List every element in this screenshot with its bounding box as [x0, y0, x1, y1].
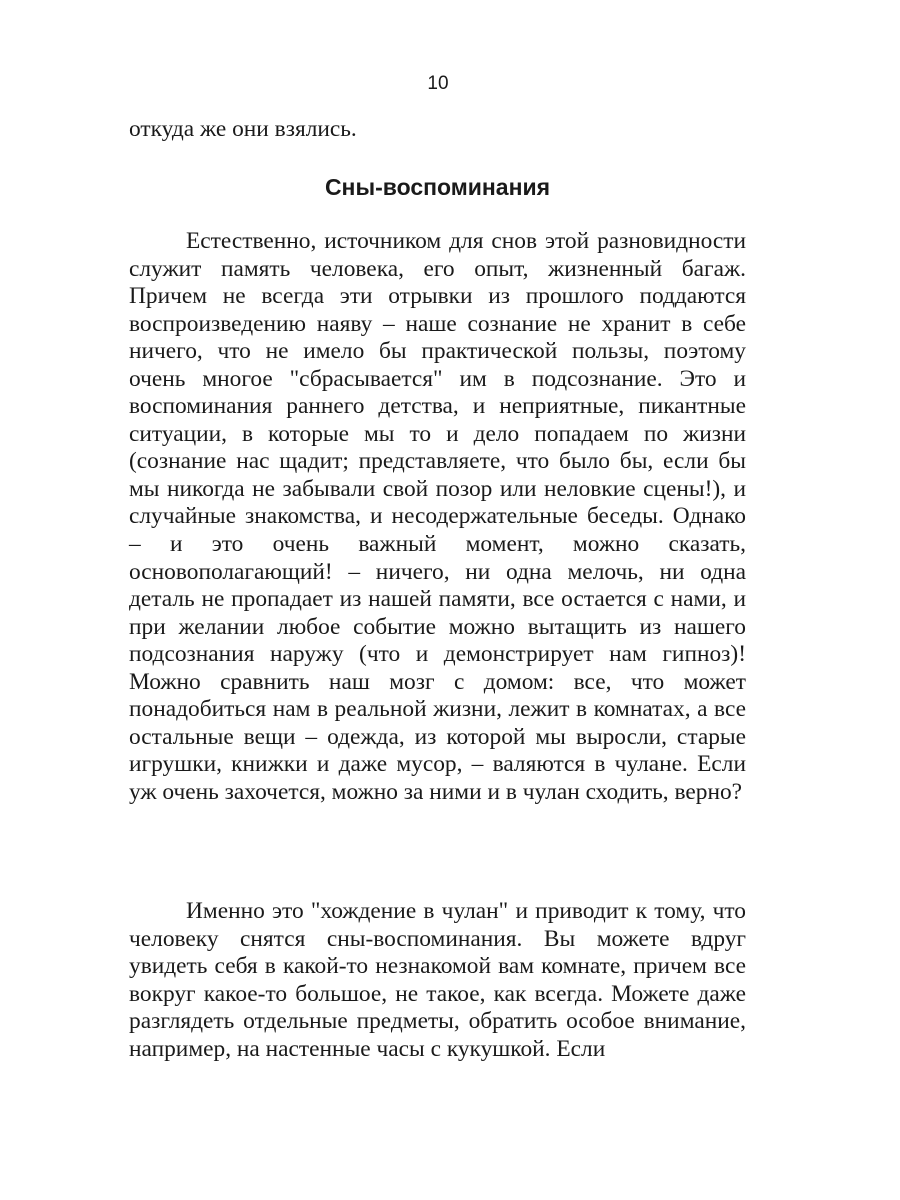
paragraph-1: Естественно, источником для снов этой разновидности служит память человека, его опыт, жизненный багаж. Причем не всегда эти отрывки из прошлого поддаются воспроизведению наяву – наше сознание не хранит в себе ничего, что не имело бы практической пользы, поэтому очень многое "сбрасывается" им в подсознание. Это и воспоминания раннего детства, и неприятные, пикантные ситуации, в которые мы то и дело попадаем по жизни (сознание нас щадит; представляете, что было бы, если бы мы никогда не забывали свой позор или неловкие сцены!), и случайные знакомства, и несодержательные беседы. Однако – и это очень важный момент, можно сказать, основополагающий! – ничего, ни одна мелочь, ни одна деталь не пропадает из нашей памяти, все остается с нами, и при желании любое событие можно вытащить из нашего подсознания наружу (что и демонстрирует нам гипноз)! Можно сравнить наш мозг с домом: все, что может понадобиться нам в реальной жизни, лежит в комнатах, а все остальные вещи – одежда, из которой мы выросли, старые игрушки, книжки и даже мусор, – валяются в чулане. Если уж очень захочется, можно за ними и в чулан сходить, верно?: [129, 228, 746, 805]
paragraph-2: Именно это "хождение в чулан" и приводит к тому, что человеку снятся сны-воспоминания. Вы можете вдруг увидеть себя в какой-то незнакомой вам комнате, причем все вокруг какое-то большое, не такое, как всегда. Можете даже разглядеть отдельные предметы, обратить особое внимание, например, на настенные часы с кукушкой. Если: [129, 898, 746, 1062]
page-number: 10: [427, 73, 449, 94]
section-title: Сны-воспоминания: [324, 174, 551, 200]
continuation-text: откуда же они взялись.: [129, 116, 357, 142]
